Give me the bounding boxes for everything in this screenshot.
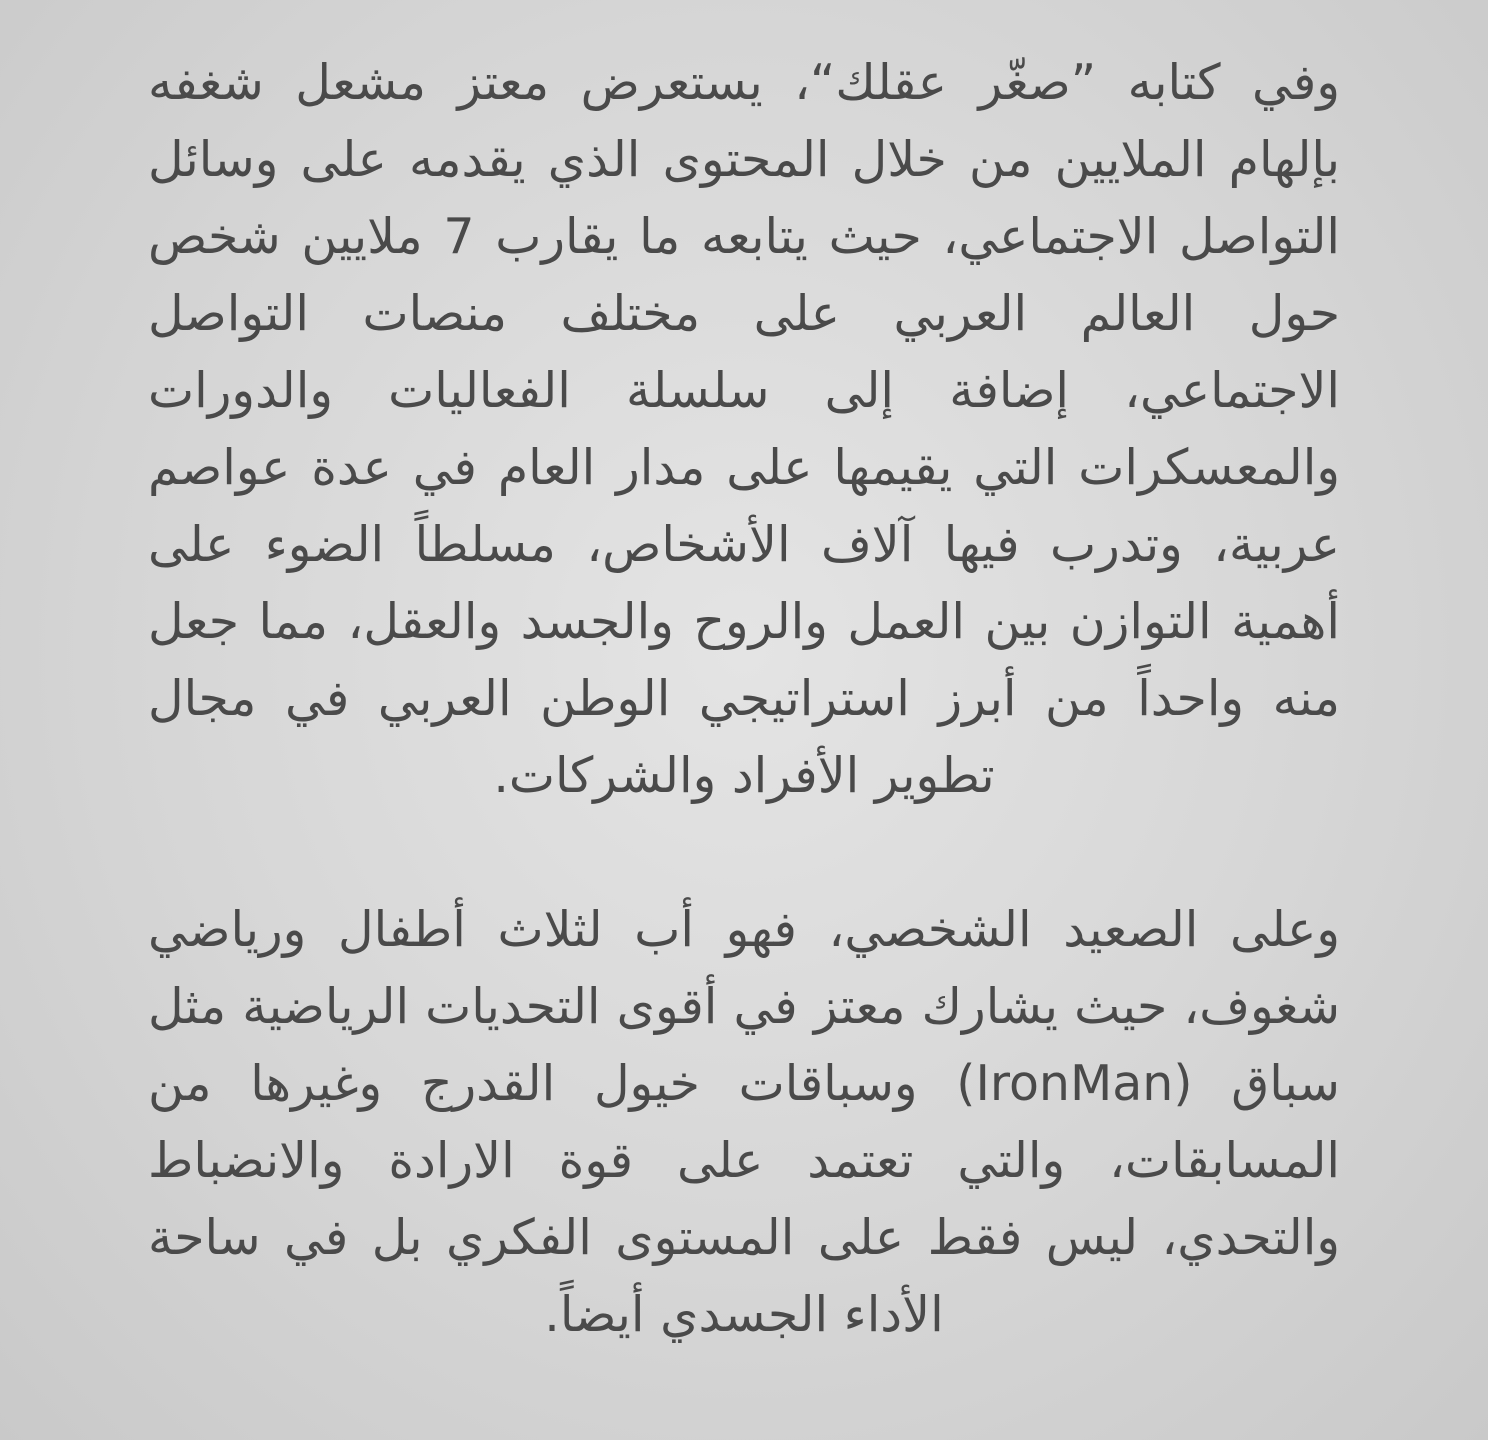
article-body <box>148 44 1340 1353</box>
paragraph-book-intro: وفي كتابه ”صغّر عقلك“، يستعرض معتز مشعل شغفه بإلهام الملايين من خلال المحتوى الذي يقدمه على وسائل التواصل الاجتماعي، حيث يتابعه ما يقارب 7 ملايين شخص حول العالم العربي على مختلف منصات التواصل الاجتماعي، إضافة إلى سلسلة الفعاليات والدورات والمعسكرات التي يقيمها على مدار العام في عدة عواصم عربية، وتدرب فيها آلاف الأشخاص، مسلطاً الضوء على أهمية التوازن بين العمل والروح والجسد والعقل، مما جعل منه واحداً من أبرز استراتيجي الوطن العربي في مجال تطوير الأفراد والشركات. <box>148 54 1340 804</box>
paragraph-personal-life: وعلى الصعيد الشخصي، فهو أب لثلاث أطفال ورياضي شغوف، حيث يشارك معتز في أقوى التحديات الرياضية مثل سباق (IronMan) وسباقات خيول القدرج وغيرها من المسابقات، والتي تعتمد على قوة الارادة والانضباط والتحدي، ليس فقط على المستوى الفكري بل في ساحة الأداء الجسدي أيضاً. <box>148 901 1340 1343</box>
